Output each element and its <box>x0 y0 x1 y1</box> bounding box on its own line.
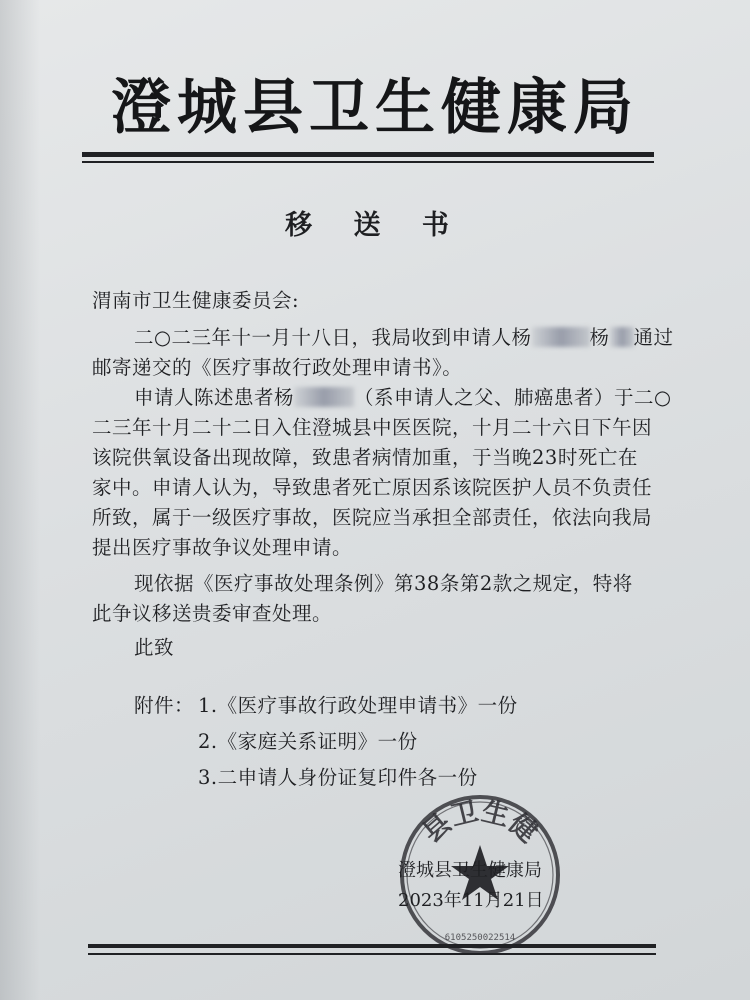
redaction-blur <box>532 327 590 347</box>
page-shadow <box>0 0 40 1000</box>
attachment-item: 1.《医疗事故行政处理申请书》一份 <box>198 694 518 717</box>
closing-text: 此致 <box>134 636 175 659</box>
signature-date: 2023年11月21日 <box>398 890 544 911</box>
body-line: 所致，属于一级医疗事故，医院应当承担全部责任，依法向我局 <box>92 506 653 529</box>
attachment-item: 3.二申请人身份证复印件各一份 <box>198 766 478 789</box>
body-line: 邮寄递交的《医疗事故行政处理申请书》。 <box>92 356 463 379</box>
letterhead-title: 澄城县卫生健康局 <box>111 73 639 143</box>
seal-code: 6105250022514 <box>444 933 516 943</box>
body-line <box>134 382 672 410</box>
redaction-blur <box>294 387 354 407</box>
attachments-label: 附件： <box>134 694 195 717</box>
body-text: 杨 <box>589 326 610 349</box>
footer-rule-thick <box>88 944 656 948</box>
body-text: （系申请人之父、肺癌患者）于二○ <box>354 386 672 409</box>
body-text: 申请人陈述患者杨 <box>134 386 295 409</box>
body-line: 该院供氧设备出现故障，致患者病情加重，于当晚23时死亡在 <box>92 446 638 469</box>
addressee: 渭南市卫生健康委员会: <box>92 289 300 312</box>
body-line <box>134 322 674 350</box>
footer-rule-thin <box>88 953 656 955</box>
body-text: 二○二三年十一月十八日，我局收到申请人杨 <box>134 326 532 349</box>
letterhead-rule-thin <box>82 161 654 163</box>
svg-text:县卫生健 <box>417 796 543 849</box>
letterhead-rule-thick <box>82 152 654 157</box>
body-line: 此争议移送贵委审查处理。 <box>92 602 333 625</box>
document-title: 移 送 书 <box>285 210 465 241</box>
body-line: 提出医疗事故争议处理申请。 <box>92 536 353 559</box>
attachment-item: 2.《家庭关系证明》一份 <box>198 730 418 753</box>
signature-org: 澄城县卫生健康局 <box>398 860 542 881</box>
body-line: 现依据《医疗事故处理条例》第38条第2款之规定，特将 <box>134 572 633 595</box>
seal-arc-text: 县卫生健 <box>416 796 544 849</box>
body-text: 通过 <box>633 326 674 349</box>
body-line: 二三年十月二十二日入住澄城县中医医院，十月二十六日下午因 <box>92 416 653 439</box>
body-line: 家中。申请人认为，导致患者死亡原因系该院医护人员不负责任 <box>92 476 653 499</box>
redaction-blur <box>610 327 634 347</box>
